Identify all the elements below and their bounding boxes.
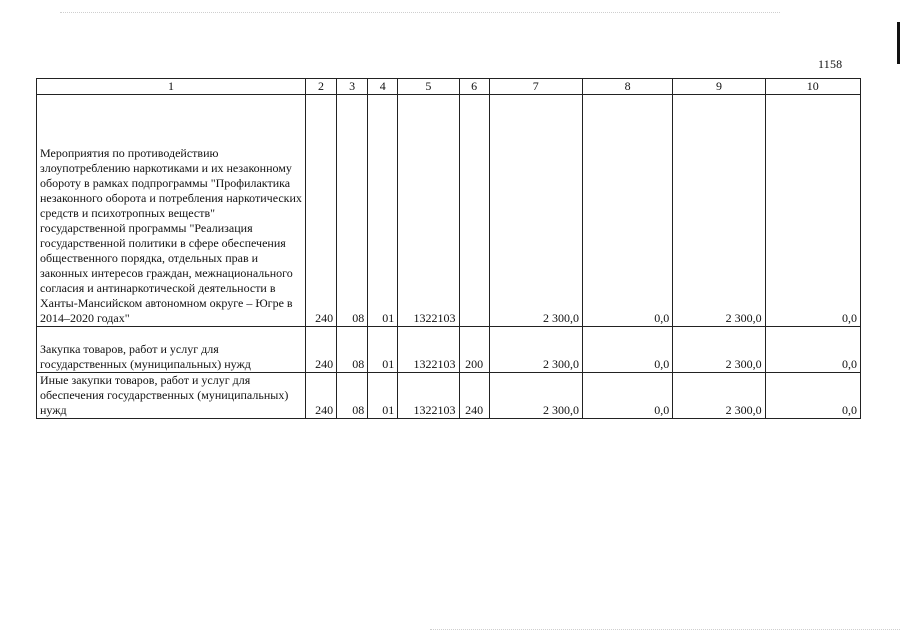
cell-c10: 0,0 (765, 95, 860, 327)
cell-c3: 08 (337, 373, 368, 419)
margin-mark (897, 22, 900, 64)
cell-c2: 240 (305, 327, 336, 373)
col-header-3: 3 (337, 79, 368, 95)
col-header-5: 5 (398, 79, 459, 95)
header-row (37, 79, 861, 95)
page-number: 1158 (818, 57, 843, 71)
scan-noise-bottom (430, 629, 900, 631)
budget-table (36, 78, 861, 419)
cell-c2: 240 (305, 95, 336, 327)
cell-c5: 1322103 (398, 327, 459, 373)
cell-c10: 0,0 (765, 373, 860, 419)
col-header-9: 9 (673, 79, 765, 95)
cell-c4: 01 (368, 95, 398, 327)
col-header-1: 1 (37, 79, 306, 95)
cell-c5: 1322103 (398, 373, 459, 419)
table-row (37, 373, 861, 419)
cell-c9: 2 300,0 (673, 327, 765, 373)
cell-c7: 2 300,0 (489, 373, 582, 419)
row-description: Закупка товаров, работ и услуг для государственных (муниципальных) нужд (37, 327, 306, 373)
col-header-6: 6 (459, 79, 489, 95)
table-row (37, 95, 861, 327)
scan-noise-top (60, 12, 780, 14)
cell-c2: 240 (305, 373, 336, 419)
col-header-10: 10 (765, 79, 860, 95)
col-header-7: 7 (489, 79, 582, 95)
cell-c6: 200 (459, 327, 489, 373)
cell-c8: 0,0 (582, 95, 672, 327)
cell-c6: 240 (459, 373, 489, 419)
cell-c4: 01 (368, 327, 398, 373)
cell-c7: 2 300,0 (489, 327, 582, 373)
row-description: Мероприятия по противодействию злоупотреблению наркотиками и их незаконному обороту в рамках подпрограммы "Профилактика незаконного оборота и потребления наркотических средств и психотропных веществ" государственной программы "Реализация государственной политики в сфере обеспечения общественного порядка, отдельных прав и законных интересов граждан, межнационального согласия и антинаркотической деятельности в Ханты-Мансийском автономном округе – Югре в 2014–2020 годах" (37, 95, 306, 327)
col-header-8: 8 (582, 79, 672, 95)
col-header-4: 4 (368, 79, 398, 95)
cell-c7: 2 300,0 (489, 95, 582, 327)
cell-c9: 2 300,0 (673, 373, 765, 419)
cell-c8: 0,0 (582, 373, 672, 419)
cell-c8: 0,0 (582, 327, 672, 373)
cell-c5: 1322103 (398, 95, 459, 327)
cell-c3: 08 (337, 95, 368, 327)
col-header-2: 2 (305, 79, 336, 95)
cell-c6 (459, 95, 489, 327)
row-description: Иные закупки товаров, работ и услуг для обеспечения государственных (муниципальных) нужд (37, 373, 306, 419)
cell-c9: 2 300,0 (673, 95, 765, 327)
cell-c3: 08 (337, 327, 368, 373)
cell-c4: 01 (368, 373, 398, 419)
table-row (37, 327, 861, 373)
cell-c10: 0,0 (765, 327, 860, 373)
